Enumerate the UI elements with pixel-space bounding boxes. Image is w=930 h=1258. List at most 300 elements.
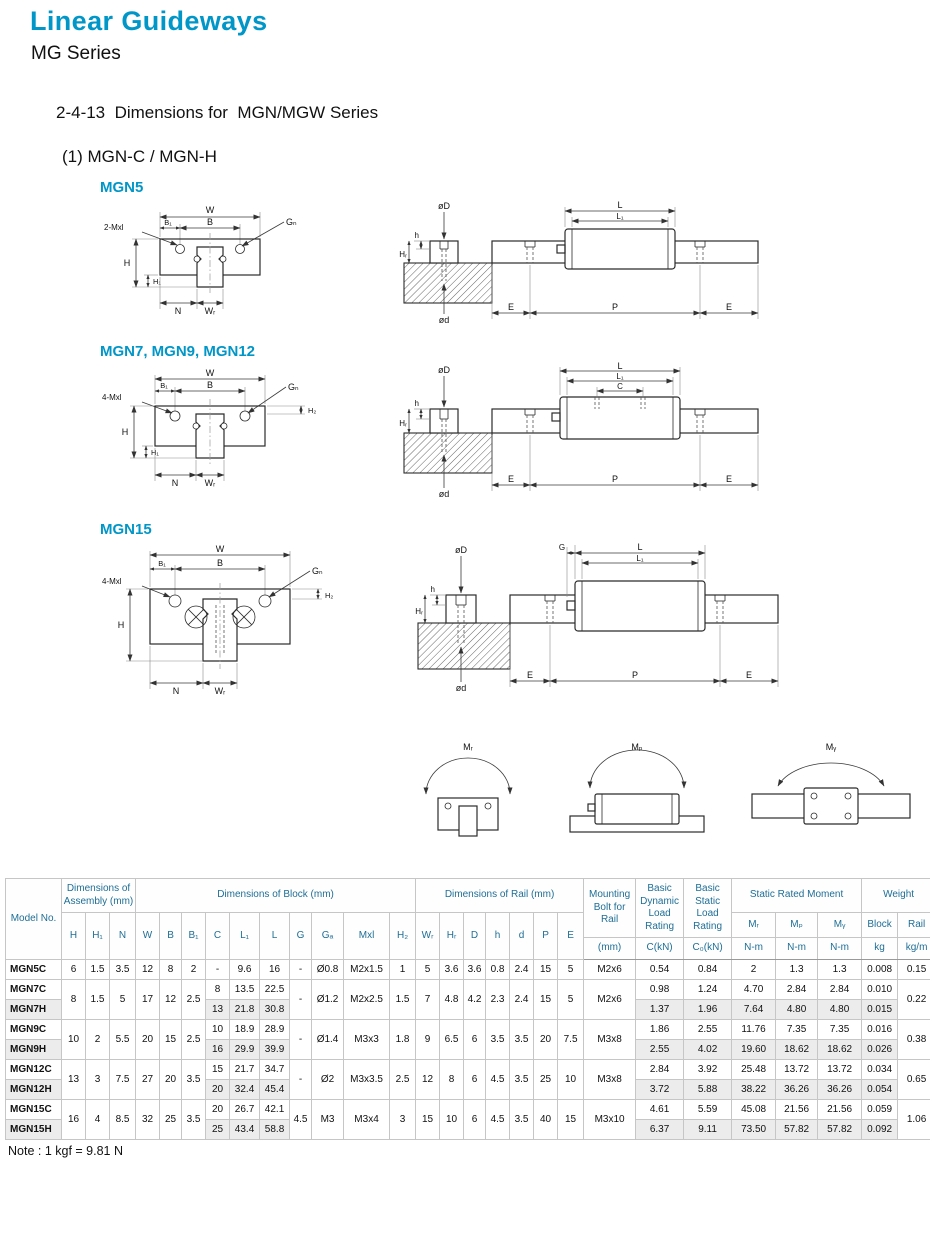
- data-cell: 4.2: [464, 979, 486, 1019]
- data-cell: 1.06: [898, 1099, 930, 1139]
- data-cell: 7.64: [732, 999, 776, 1019]
- data-cell: M3: [312, 1099, 344, 1139]
- dim-label-e-left: E: [527, 670, 533, 680]
- data-cell: 5.59: [684, 1099, 732, 1119]
- data-cell: 2: [182, 959, 206, 979]
- data-cell: 2.4: [510, 959, 534, 979]
- header-cell: H₁: [86, 913, 110, 960]
- dim-label-h1: H₁: [151, 448, 159, 457]
- ball-circuit-symbol: [233, 606, 255, 628]
- data-cell: 3.92: [684, 1059, 732, 1079]
- data-cell: 7.35: [776, 1019, 818, 1039]
- data-cell: 5: [558, 959, 584, 979]
- drawing-section-mgn5: [100, 179, 930, 327]
- data-cell: 2.55: [684, 1019, 732, 1039]
- data-cell: 36.26: [818, 1079, 862, 1099]
- data-cell: 8: [440, 1059, 464, 1099]
- rail-hole: [525, 241, 535, 263]
- data-cell: 15: [558, 1099, 584, 1139]
- dim-label-e-left: E: [508, 474, 514, 484]
- header-cell: Basic Static Load Rating: [684, 879, 732, 938]
- header-cell: kg: [862, 938, 898, 960]
- data-cell: 4.80: [776, 999, 818, 1019]
- header-cell: Hᵣ: [440, 913, 464, 960]
- data-cell: 21.7: [230, 1059, 260, 1079]
- mgn15-side-view-drawing: [410, 539, 790, 699]
- footnote: Note : 1 kgf = 9.81 N: [8, 1144, 930, 1158]
- dim-label-h: H: [122, 427, 129, 437]
- series-subtitle: MG Series: [31, 43, 930, 65]
- data-cell: 9.11: [684, 1119, 732, 1139]
- header-cell: N: [110, 913, 136, 960]
- data-cell: 0.092: [862, 1119, 898, 1139]
- dim-label-b1: B₁: [160, 381, 168, 390]
- data-cell: 1.5: [86, 959, 110, 979]
- dim-label-wr: Wᵣ: [205, 306, 216, 316]
- data-cell: 1.5: [86, 979, 110, 1019]
- table-header-row-groups: [6, 879, 930, 913]
- header-cell: kg/m: [898, 938, 930, 960]
- data-cell: 1.8: [390, 1019, 416, 1059]
- data-cell: 4.5: [486, 1059, 510, 1099]
- data-cell: 5: [110, 979, 136, 1019]
- data-cell: 0.054: [862, 1079, 898, 1099]
- dimensions-table: [5, 878, 930, 1140]
- dim-label-od-counterbore: øD: [438, 201, 450, 211]
- data-cell: 20: [206, 1079, 230, 1099]
- data-cell: 21.56: [776, 1099, 818, 1119]
- data-cell: 1.86: [636, 1019, 684, 1039]
- model-cell: MGN15H: [6, 1119, 62, 1139]
- dim-label-b1: B₁: [158, 559, 166, 568]
- moment-label-mp: Mₚ: [631, 742, 642, 752]
- data-cell: -: [290, 959, 312, 979]
- data-cell: 6.5: [440, 1019, 464, 1059]
- header-cell: Basic Dynamic Load Rating: [636, 879, 684, 938]
- data-cell: 20: [160, 1059, 182, 1099]
- data-cell: 0.015: [862, 999, 898, 1019]
- data-cell: 43.4: [230, 1119, 260, 1139]
- data-cell: 0.8: [486, 959, 510, 979]
- drawing-section-mgn7-9-12: [100, 343, 930, 501]
- data-cell: 10: [440, 1099, 464, 1139]
- data-cell: -: [290, 979, 312, 1019]
- data-cell: 0.65: [898, 1059, 930, 1099]
- data-cell: 21.8: [230, 999, 260, 1019]
- bolt-callout-label: 4-Mxl: [102, 393, 122, 402]
- data-cell: 18.62: [818, 1039, 862, 1059]
- data-cell: 38.22: [732, 1079, 776, 1099]
- data-cell: 12: [160, 979, 182, 1019]
- model-cell: MGN15C: [6, 1099, 62, 1119]
- rail-hole: [695, 409, 705, 433]
- data-cell: 13.5: [230, 979, 260, 999]
- mgn7-9-12-side-view-drawing: [390, 361, 770, 501]
- header-cell: Rail: [898, 913, 930, 938]
- dim-label-e-right: E: [726, 474, 732, 484]
- data-cell: 2.5: [182, 979, 206, 1019]
- moment-diagrams-row: [408, 738, 930, 848]
- dim-label-gn: Gₙ: [288, 382, 299, 392]
- bolt-callout-label: 2-Mxl: [104, 223, 124, 232]
- data-cell: 2: [86, 1019, 110, 1059]
- data-cell: 0.034: [862, 1059, 898, 1079]
- dim-label-e-right: E: [746, 670, 752, 680]
- data-cell: 4.02: [684, 1039, 732, 1059]
- data-cell: 25.48: [732, 1059, 776, 1079]
- bolt-callout-label: 4-Mxl: [102, 577, 122, 586]
- data-cell: 45.08: [732, 1099, 776, 1119]
- data-cell: 27: [136, 1059, 160, 1099]
- dim-label-od-through: ød: [456, 683, 467, 693]
- data-cell: 8.5: [110, 1099, 136, 1139]
- header-cell: Dimensions of Block (mm): [136, 879, 416, 913]
- data-cell: 20: [136, 1019, 160, 1059]
- dimension-table-wrap: [5, 878, 925, 1140]
- data-cell: 21.56: [818, 1099, 862, 1119]
- dim-label-w: W: [206, 368, 215, 378]
- mgn7-9-12-cross-section-drawing: [100, 361, 330, 501]
- data-cell: 20: [206, 1099, 230, 1119]
- drawing-label-mgn5: MGN5: [100, 179, 930, 196]
- data-cell: 3: [390, 1099, 416, 1139]
- dim-label-p: P: [612, 474, 618, 484]
- header-cell: B₁: [182, 913, 206, 960]
- data-cell: 4.8: [440, 979, 464, 1019]
- model-cell: MGN5C: [6, 959, 62, 979]
- dim-label-h1: H₁: [153, 277, 161, 286]
- drawing-label-mgn15: MGN15: [100, 521, 930, 538]
- subsection-title: (1) MGN-C / MGN-H: [62, 147, 930, 167]
- data-cell: 13: [206, 999, 230, 1019]
- data-cell: 10: [62, 1019, 86, 1059]
- data-cell: 1.3: [776, 959, 818, 979]
- data-cell: 13: [62, 1059, 86, 1099]
- dimensions-table-body: [6, 959, 930, 1139]
- data-cell: 15: [534, 979, 558, 1019]
- data-cell: 25: [206, 1119, 230, 1139]
- data-cell: 0.15: [898, 959, 930, 979]
- data-cell: M2x6: [584, 979, 636, 1019]
- data-cell: 34.7: [260, 1059, 290, 1079]
- data-cell: 15: [160, 1019, 182, 1059]
- header-cell: L: [260, 913, 290, 960]
- dim-label-hr: Hᵣ: [399, 419, 407, 428]
- data-cell: Ø2: [312, 1059, 344, 1099]
- data-cell: 9: [416, 1019, 440, 1059]
- dim-label-gn: Gₙ: [312, 566, 323, 576]
- moment-label-my: Mᵧ: [826, 742, 836, 752]
- data-cell: 3.6: [440, 959, 464, 979]
- data-cell: 4.5: [486, 1099, 510, 1139]
- data-cell: 57.82: [818, 1119, 862, 1139]
- dim-label-od-through: ød: [439, 315, 450, 325]
- data-cell: Ø0.8: [312, 959, 344, 979]
- drawing-section-mgn15: [100, 521, 930, 714]
- data-cell: 15: [534, 959, 558, 979]
- data-cell: 36.26: [776, 1079, 818, 1099]
- data-cell: 2.84: [818, 979, 862, 999]
- data-cell: 2.5: [390, 1059, 416, 1099]
- dim-label-w: W: [216, 544, 225, 554]
- mgn15-cross-section-drawing: [100, 539, 350, 714]
- data-cell: 1.37: [636, 999, 684, 1019]
- data-cell: 0.54: [636, 959, 684, 979]
- header-cell: Dimensions of Rail (mm): [416, 879, 584, 913]
- data-cell: 6: [464, 1059, 486, 1099]
- header-cell: d: [510, 913, 534, 960]
- data-cell: 25: [534, 1059, 558, 1099]
- data-cell: M3x8: [584, 1019, 636, 1059]
- data-cell: 7.5: [110, 1059, 136, 1099]
- dim-label-hr: Hᵣ: [399, 250, 407, 259]
- section-title: 2-4-13 Dimensions for MGN/MGW Series: [56, 103, 930, 123]
- dim-label-h-counterbore: h: [415, 399, 419, 408]
- header-cell: Mᵣ: [732, 913, 776, 938]
- header-cell: Mₚ: [776, 913, 818, 938]
- data-cell: 1.5: [390, 979, 416, 1019]
- data-cell: 4.70: [732, 979, 776, 999]
- data-cell: -: [206, 959, 230, 979]
- dim-label-wr: Wᵣ: [215, 686, 226, 696]
- header-cell: D: [464, 913, 486, 960]
- header-cell: Dimensions of Assembly (mm): [62, 879, 136, 913]
- data-cell: 0.38: [898, 1019, 930, 1059]
- dim-label-gn: Gₙ: [286, 217, 297, 227]
- data-cell: 12: [416, 1059, 440, 1099]
- data-cell: 42.1: [260, 1099, 290, 1119]
- table-header-row-symbols: [6, 913, 930, 938]
- header-cell: N-m: [776, 938, 818, 960]
- data-cell: 6: [62, 959, 86, 979]
- dim-label-w: W: [206, 205, 215, 215]
- moment-label-mr: Mᵣ: [463, 742, 473, 752]
- drawing-row-mgn5: [100, 197, 930, 327]
- data-cell: M2x2.5: [344, 979, 390, 1019]
- data-cell: 7.35: [818, 1019, 862, 1039]
- header-cell: H: [62, 913, 86, 960]
- data-cell: 1.24: [684, 979, 732, 999]
- data-cell: 5: [416, 959, 440, 979]
- data-cell: 28.9: [260, 1019, 290, 1039]
- data-cell: 73.50: [732, 1119, 776, 1139]
- data-cell: 3.6: [464, 959, 486, 979]
- dim-label-b: B: [207, 217, 213, 227]
- data-cell: 7.5: [558, 1019, 584, 1059]
- data-cell: 4.61: [636, 1099, 684, 1119]
- data-cell: 3: [86, 1059, 110, 1099]
- data-cell: M3x10: [584, 1099, 636, 1139]
- data-cell: 45.4: [260, 1079, 290, 1099]
- data-cell: 1: [390, 959, 416, 979]
- data-cell: 1.96: [684, 999, 732, 1019]
- data-cell: M3x3.5: [344, 1059, 390, 1099]
- drawing-label-mgn7-9-12: MGN7, MGN9, MGN12: [100, 343, 930, 360]
- data-cell: 16: [206, 1039, 230, 1059]
- dim-label-l1: L₁: [616, 212, 623, 221]
- model-cell: MGN9C: [6, 1019, 62, 1039]
- data-cell: 40: [534, 1099, 558, 1139]
- dim-label-b1: B₁: [164, 218, 172, 227]
- pitch-moment-diagram: [562, 738, 712, 848]
- header-cell: H₂: [390, 913, 416, 960]
- mgn5-cross-section-drawing: [100, 197, 330, 327]
- drawing-row-mgn7-9-12: [100, 361, 930, 501]
- header-cell: N-m: [732, 938, 776, 960]
- data-cell: Ø1.2: [312, 979, 344, 1019]
- header-cell: P: [534, 913, 558, 960]
- data-cell: 2.55: [636, 1039, 684, 1059]
- data-cell: 39.9: [260, 1039, 290, 1059]
- data-cell: 3.5: [510, 1099, 534, 1139]
- dim-label-h-counterbore: h: [415, 231, 419, 240]
- data-cell: 4: [86, 1099, 110, 1139]
- ball-circuit-symbol: [185, 606, 207, 628]
- rail-hole: [545, 595, 555, 623]
- rail-hole: [715, 595, 725, 623]
- header-cell: (mm): [584, 938, 636, 960]
- data-cell: 2.3: [486, 979, 510, 1019]
- data-cell: 29.9: [230, 1039, 260, 1059]
- data-cell: 1.3: [818, 959, 862, 979]
- header-cell: B: [160, 913, 182, 960]
- header-cell: Mxl: [344, 913, 390, 960]
- dim-label-n: N: [172, 478, 179, 488]
- data-cell: 4.5: [290, 1099, 312, 1139]
- table-row-MGN7C: [6, 979, 930, 999]
- dim-label-h2: H₂: [325, 591, 333, 600]
- data-cell: 15: [206, 1059, 230, 1079]
- data-cell: 5.5: [110, 1019, 136, 1059]
- dim-label-h-counterbore: h: [431, 585, 435, 594]
- data-cell: 5.88: [684, 1079, 732, 1099]
- data-cell: M3x4: [344, 1099, 390, 1139]
- data-cell: 17: [136, 979, 160, 1019]
- header-cell: Block: [862, 913, 898, 938]
- mgn5-side-view-drawing: [390, 197, 770, 327]
- dim-label-n: N: [173, 686, 180, 696]
- header-cell: C(kN): [636, 938, 684, 960]
- data-cell: 3.5: [182, 1059, 206, 1099]
- data-cell: 11.76: [732, 1019, 776, 1039]
- data-cell: 30.8: [260, 999, 290, 1019]
- model-cell: MGN12C: [6, 1059, 62, 1079]
- data-cell: M3x3: [344, 1019, 390, 1059]
- data-cell: 0.008: [862, 959, 898, 979]
- dim-label-p: P: [632, 670, 638, 680]
- data-cell: 13.72: [776, 1059, 818, 1079]
- header-cell: Mᵧ: [818, 913, 862, 938]
- table-row-MGN15C: [6, 1099, 930, 1119]
- page-title: Linear Guideways: [30, 6, 930, 37]
- table-row-MGN5C: [6, 959, 930, 979]
- header-cell: N-m: [818, 938, 862, 960]
- data-cell: 58.8: [260, 1119, 290, 1139]
- data-cell: 0.98: [636, 979, 684, 999]
- data-cell: 8: [206, 979, 230, 999]
- drawing-row-mgn15: [100, 539, 930, 714]
- data-cell: 4.80: [818, 999, 862, 1019]
- data-cell: 18.62: [776, 1039, 818, 1059]
- data-cell: 0.059: [862, 1099, 898, 1119]
- dim-label-wr: Wᵣ: [205, 478, 216, 488]
- data-cell: 2.84: [776, 979, 818, 999]
- dim-label-p: P: [612, 302, 618, 312]
- data-cell: -: [290, 1019, 312, 1059]
- data-cell: 2: [732, 959, 776, 979]
- dim-label-l1: L₁: [636, 554, 643, 563]
- rail-hole: [695, 241, 705, 263]
- model-cell: MGN9H: [6, 1039, 62, 1059]
- data-cell: 0.22: [898, 979, 930, 1019]
- header-cell: Static Rated Moment: [732, 879, 862, 913]
- data-cell: 2.4: [510, 979, 534, 1019]
- data-cell: Ø1.4: [312, 1019, 344, 1059]
- header-cell: Wᵣ: [416, 913, 440, 960]
- data-cell: 32.4: [230, 1079, 260, 1099]
- dim-label-b: B: [207, 380, 213, 390]
- data-cell: 8: [160, 959, 182, 979]
- data-cell: 18.9: [230, 1019, 260, 1039]
- dim-label-h: H: [124, 258, 131, 268]
- data-cell: M2x6: [584, 959, 636, 979]
- header-cell: Mounting Bolt for Rail: [584, 879, 636, 938]
- dim-label-g: G: [559, 543, 565, 552]
- data-cell: 6: [464, 1099, 486, 1139]
- data-cell: 7: [416, 979, 440, 1019]
- data-cell: 5: [558, 979, 584, 1019]
- dim-label-od-through: ød: [439, 489, 450, 499]
- rail-hole: [525, 409, 535, 433]
- dim-label-l1: L₁: [616, 372, 623, 381]
- header-cell: W: [136, 913, 160, 960]
- dim-label-h2: H₂: [308, 406, 316, 415]
- data-cell: 3.5: [110, 959, 136, 979]
- dim-label-n: N: [175, 306, 182, 316]
- data-cell: 9.6: [230, 959, 260, 979]
- data-cell: 10: [558, 1059, 584, 1099]
- data-cell: 15: [416, 1099, 440, 1139]
- data-cell: 0.026: [862, 1039, 898, 1059]
- model-cell: MGN7C: [6, 979, 62, 999]
- data-cell: 3.5: [510, 1019, 534, 1059]
- data-cell: 3.5: [486, 1019, 510, 1059]
- header-cell: Model No.: [6, 879, 62, 960]
- data-cell: 16: [62, 1099, 86, 1139]
- data-cell: -: [290, 1059, 312, 1099]
- data-cell: 25: [160, 1099, 182, 1139]
- header-cell: C₀(kN): [684, 938, 732, 960]
- header-cell: G: [290, 913, 312, 960]
- data-cell: 57.82: [776, 1119, 818, 1139]
- data-cell: M2x1.5: [344, 959, 390, 979]
- header-cell: Weight: [862, 879, 930, 913]
- data-cell: 10: [206, 1019, 230, 1039]
- data-cell: 22.5: [260, 979, 290, 999]
- data-cell: 2.5: [182, 1019, 206, 1059]
- data-cell: 3.5: [182, 1099, 206, 1139]
- dim-label-l: L: [637, 542, 642, 552]
- header-cell: C: [206, 913, 230, 960]
- data-cell: 16: [260, 959, 290, 979]
- data-cell: 3.72: [636, 1079, 684, 1099]
- data-cell: 32: [136, 1099, 160, 1139]
- yaw-moment-diagram: [746, 738, 916, 848]
- dim-label-e-left: E: [508, 302, 514, 312]
- data-cell: 3.5: [510, 1059, 534, 1099]
- data-cell: M3x8: [584, 1059, 636, 1099]
- data-cell: 2.84: [636, 1059, 684, 1079]
